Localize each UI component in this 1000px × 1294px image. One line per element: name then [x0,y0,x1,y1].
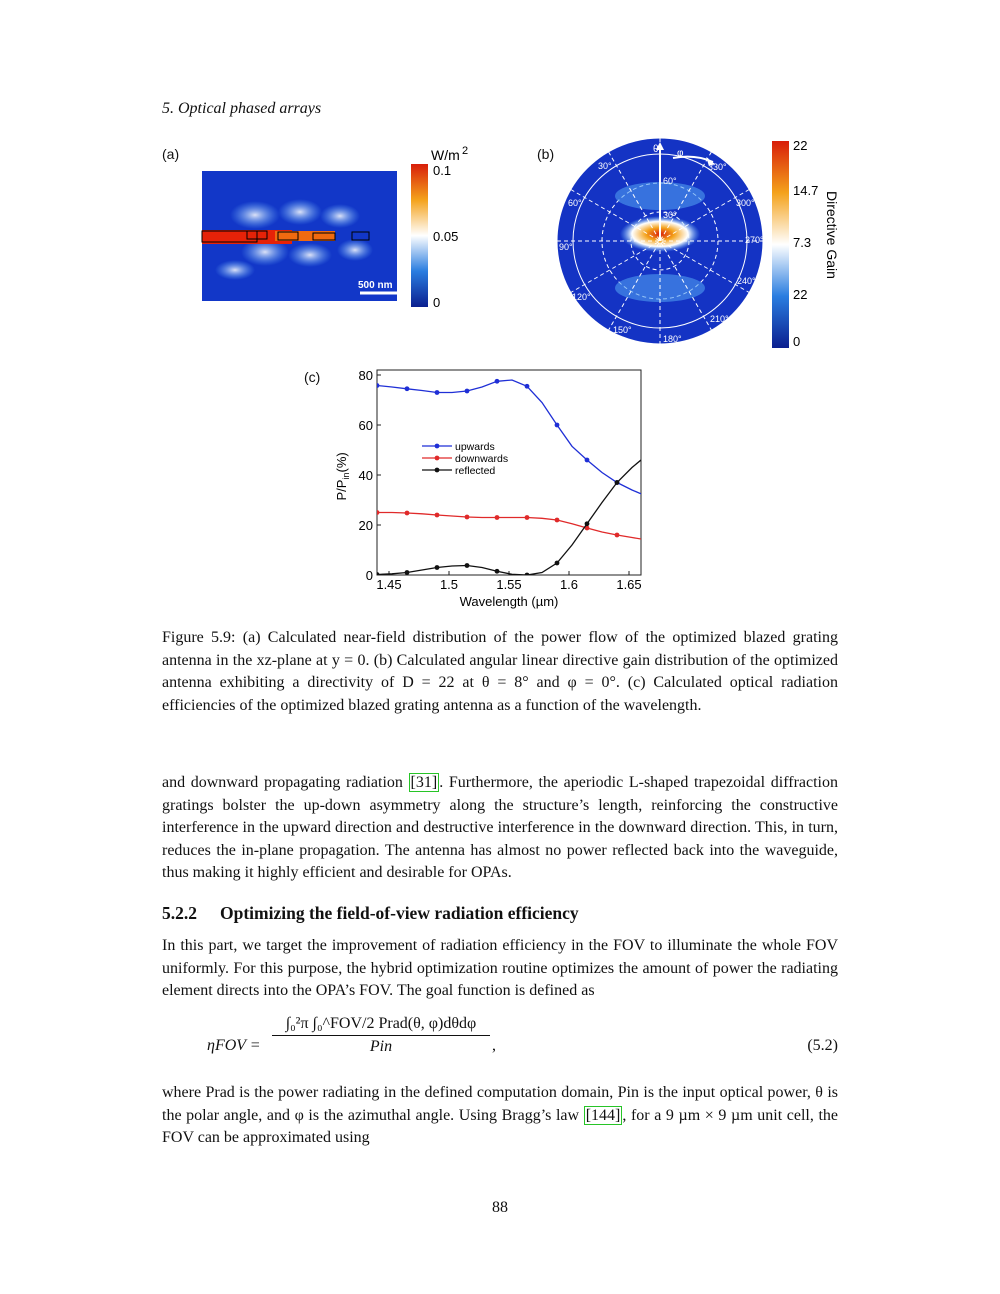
data-point-reflected [525,573,530,578]
angle-label: 60° [568,198,582,208]
data-point-reflected [585,521,590,526]
angle-label: 180° [663,334,682,344]
paragraph-3-text-b: , for a 9 µm × 9 µm unit cell, the FOV can be approximated using [162,1106,838,1146]
data-point-downwards [555,518,560,523]
panel-b-label: (b) [537,146,555,162]
legend-marker-upwards [435,444,440,449]
data-point-reflected [465,563,470,568]
equation-5-2: ηFOV = ∫₀²π ∫₀^FOV/2 Prad(θ, φ)dθdφ Pin , (5.2) [207,1015,838,1055]
data-point-reflected [435,565,440,570]
y-tick-label: 40 [358,468,373,483]
colorbar-b-tick: 7.3 [793,235,812,250]
colorbar-b-tick: 14.7 [793,183,819,198]
colorbar-a-unit-sup: 2 [462,145,469,157]
data-point-upwards [405,386,410,391]
equation-denominator: Pin [369,1038,393,1055]
x-tick-label: 1.6 [559,577,579,592]
radial-label: 60° [663,176,677,186]
angle-label: 240° [737,276,756,286]
section-number: 5.2.2 [162,903,197,923]
panel-c-label: (c) [304,369,321,385]
page-number: 88 [492,1199,508,1216]
theta-symbol: θ [653,144,659,155]
y-tick-label: 80 [358,368,373,383]
y-axis-label: $P/P_{in}(\%)$ [334,452,351,501]
paragraph-2: In this part, we target the improvement of radiation efficiency in the FOV to illuminate the whole FOV uniformly. For this purpose, the hybrid optimization routine optimizes the amount of power the radiating element directs into the OPA’s FOV. The goal function is defined as [162,937,838,999]
radial-label: 30° [663,210,677,220]
x-tick-label: 1.5 [439,577,459,592]
angle-label: 90° [559,242,573,252]
data-point-downwards [375,510,380,515]
phi-symbol: φ [677,148,684,159]
citation-link[interactable]: [144] [585,1106,621,1124]
data-point-reflected [615,480,620,485]
data-point-downwards [405,511,410,516]
legend-label-downwards: downwards [455,453,509,465]
colorbar-a-tick: 0.1 [433,163,452,178]
angle-label: 210° [710,314,729,324]
x-tick-label: 1.55 [496,577,522,592]
legend-label-reflected: reflected [455,465,496,477]
equation-number: (5.2) [807,1037,838,1054]
data-point-reflected [645,453,650,458]
data-point-upwards [495,379,500,384]
data-point-upwards [525,384,530,389]
paragraph-3-text-a: where Prad is the power radiating in the defined computation domain, Pin is the input optical power, θ is the polar angle, and φ is the azimuthal angle. Using Bragg’s law [162,1084,838,1124]
angle-label: 150° [613,325,632,335]
colorbar-a [411,164,428,307]
paragraph-1-text-a: and downward propagating radiation [162,774,409,791]
data-point-upwards [645,494,650,499]
colorbar-a-unit: W/m [431,147,460,163]
paragraph-1-text-b: . Furthermore, the aperiodic L-shaped trapezoidal diffraction gratings bolster the up-down asymmetry along the structure’s length, reinforcing the constructive interference in the upward direction and destructive interference in the downward direction. This, in turn, reduces the in-plane propagation. The antenna has almost no power reflected back into the waveguide, thus making it highly efficient and desirable for OPAs. [162,774,838,881]
colorbar-b-tick: 22 [793,287,808,302]
angle-label: 30° [598,161,612,171]
y-tick-label: 20 [358,518,373,533]
x-tick-label: 1.65 [616,577,642,592]
angle-label: 330° [708,162,727,172]
colorbar-b-tick: 22 [793,138,808,153]
colorbar-a-tick: 0.05 [433,229,459,244]
running-head: 5. Optical phased arrays [162,100,322,117]
section-title: Optimizing the field-of-view radiation efficiency [220,903,579,923]
y-tick-label: 60 [358,418,373,433]
data-point-reflected [405,570,410,575]
citation-link[interactable]: [31] [410,774,438,791]
angle-label: 270° [745,235,764,245]
y-tick-label: 0 [365,568,373,583]
x-tick-label: 1.45 [376,577,402,592]
colorbar-a-tick: 0 [433,295,441,310]
panel-b-polar-plot [555,136,845,352]
data-point-downwards [495,515,500,520]
section-heading [162,903,579,924]
scale-bar-label: 500 nm [358,280,393,291]
x-axis-label: Wavelength (µm) [459,594,559,609]
data-point-reflected [495,569,500,574]
colorbar-b-title: Directive Gain [824,191,840,279]
legend-marker-reflected [435,468,440,473]
panel-a-label: (a) [162,146,180,162]
angle-label: 120° [572,292,591,302]
data-point-upwards [375,383,380,388]
data-point-downwards [525,515,530,520]
angle-label: 300° [736,198,755,208]
legend-marker-downwards [435,456,440,461]
data-point-downwards [645,538,650,543]
equation-fraction [272,1015,490,1056]
panel-a-field-map [195,140,485,315]
colorbar-b [772,141,789,348]
figure-caption: Figure 5.9: (a) Calculated near-field distribution of the power flow of the optimized blazed grating antenna in the xz-plane at y = 0. (b) Calculated angular linear directive gain distribution of the optimized antenna exhibiting a directivity of D = 22 at θ = 8° and φ = 0°. (c) Calculated optical radiation efficiencies of the optimized blazed grating antenna as a function of the wavelength. [162,629,838,714]
data-point-downwards [465,515,470,520]
data-point-upwards [435,390,440,395]
equation-numerator: ∫₀²π ∫₀^FOV/2 Prad(θ, φ)dθdφ [272,1015,490,1036]
data-point-upwards [555,423,560,428]
equation-lhs: ηFOV = [207,1037,261,1054]
paragraph-1 [162,772,838,885]
data-point-downwards [615,533,620,538]
data-point-reflected [555,561,560,566]
colorbar-b-tick: 0 [793,334,801,349]
data-point-downwards [435,513,440,518]
panel-c-line-chart [330,360,660,615]
data-point-upwards [465,389,470,394]
paragraph-3 [162,1082,838,1150]
legend-label-upwards: upwards [455,441,495,453]
data-point-upwards [585,458,590,463]
